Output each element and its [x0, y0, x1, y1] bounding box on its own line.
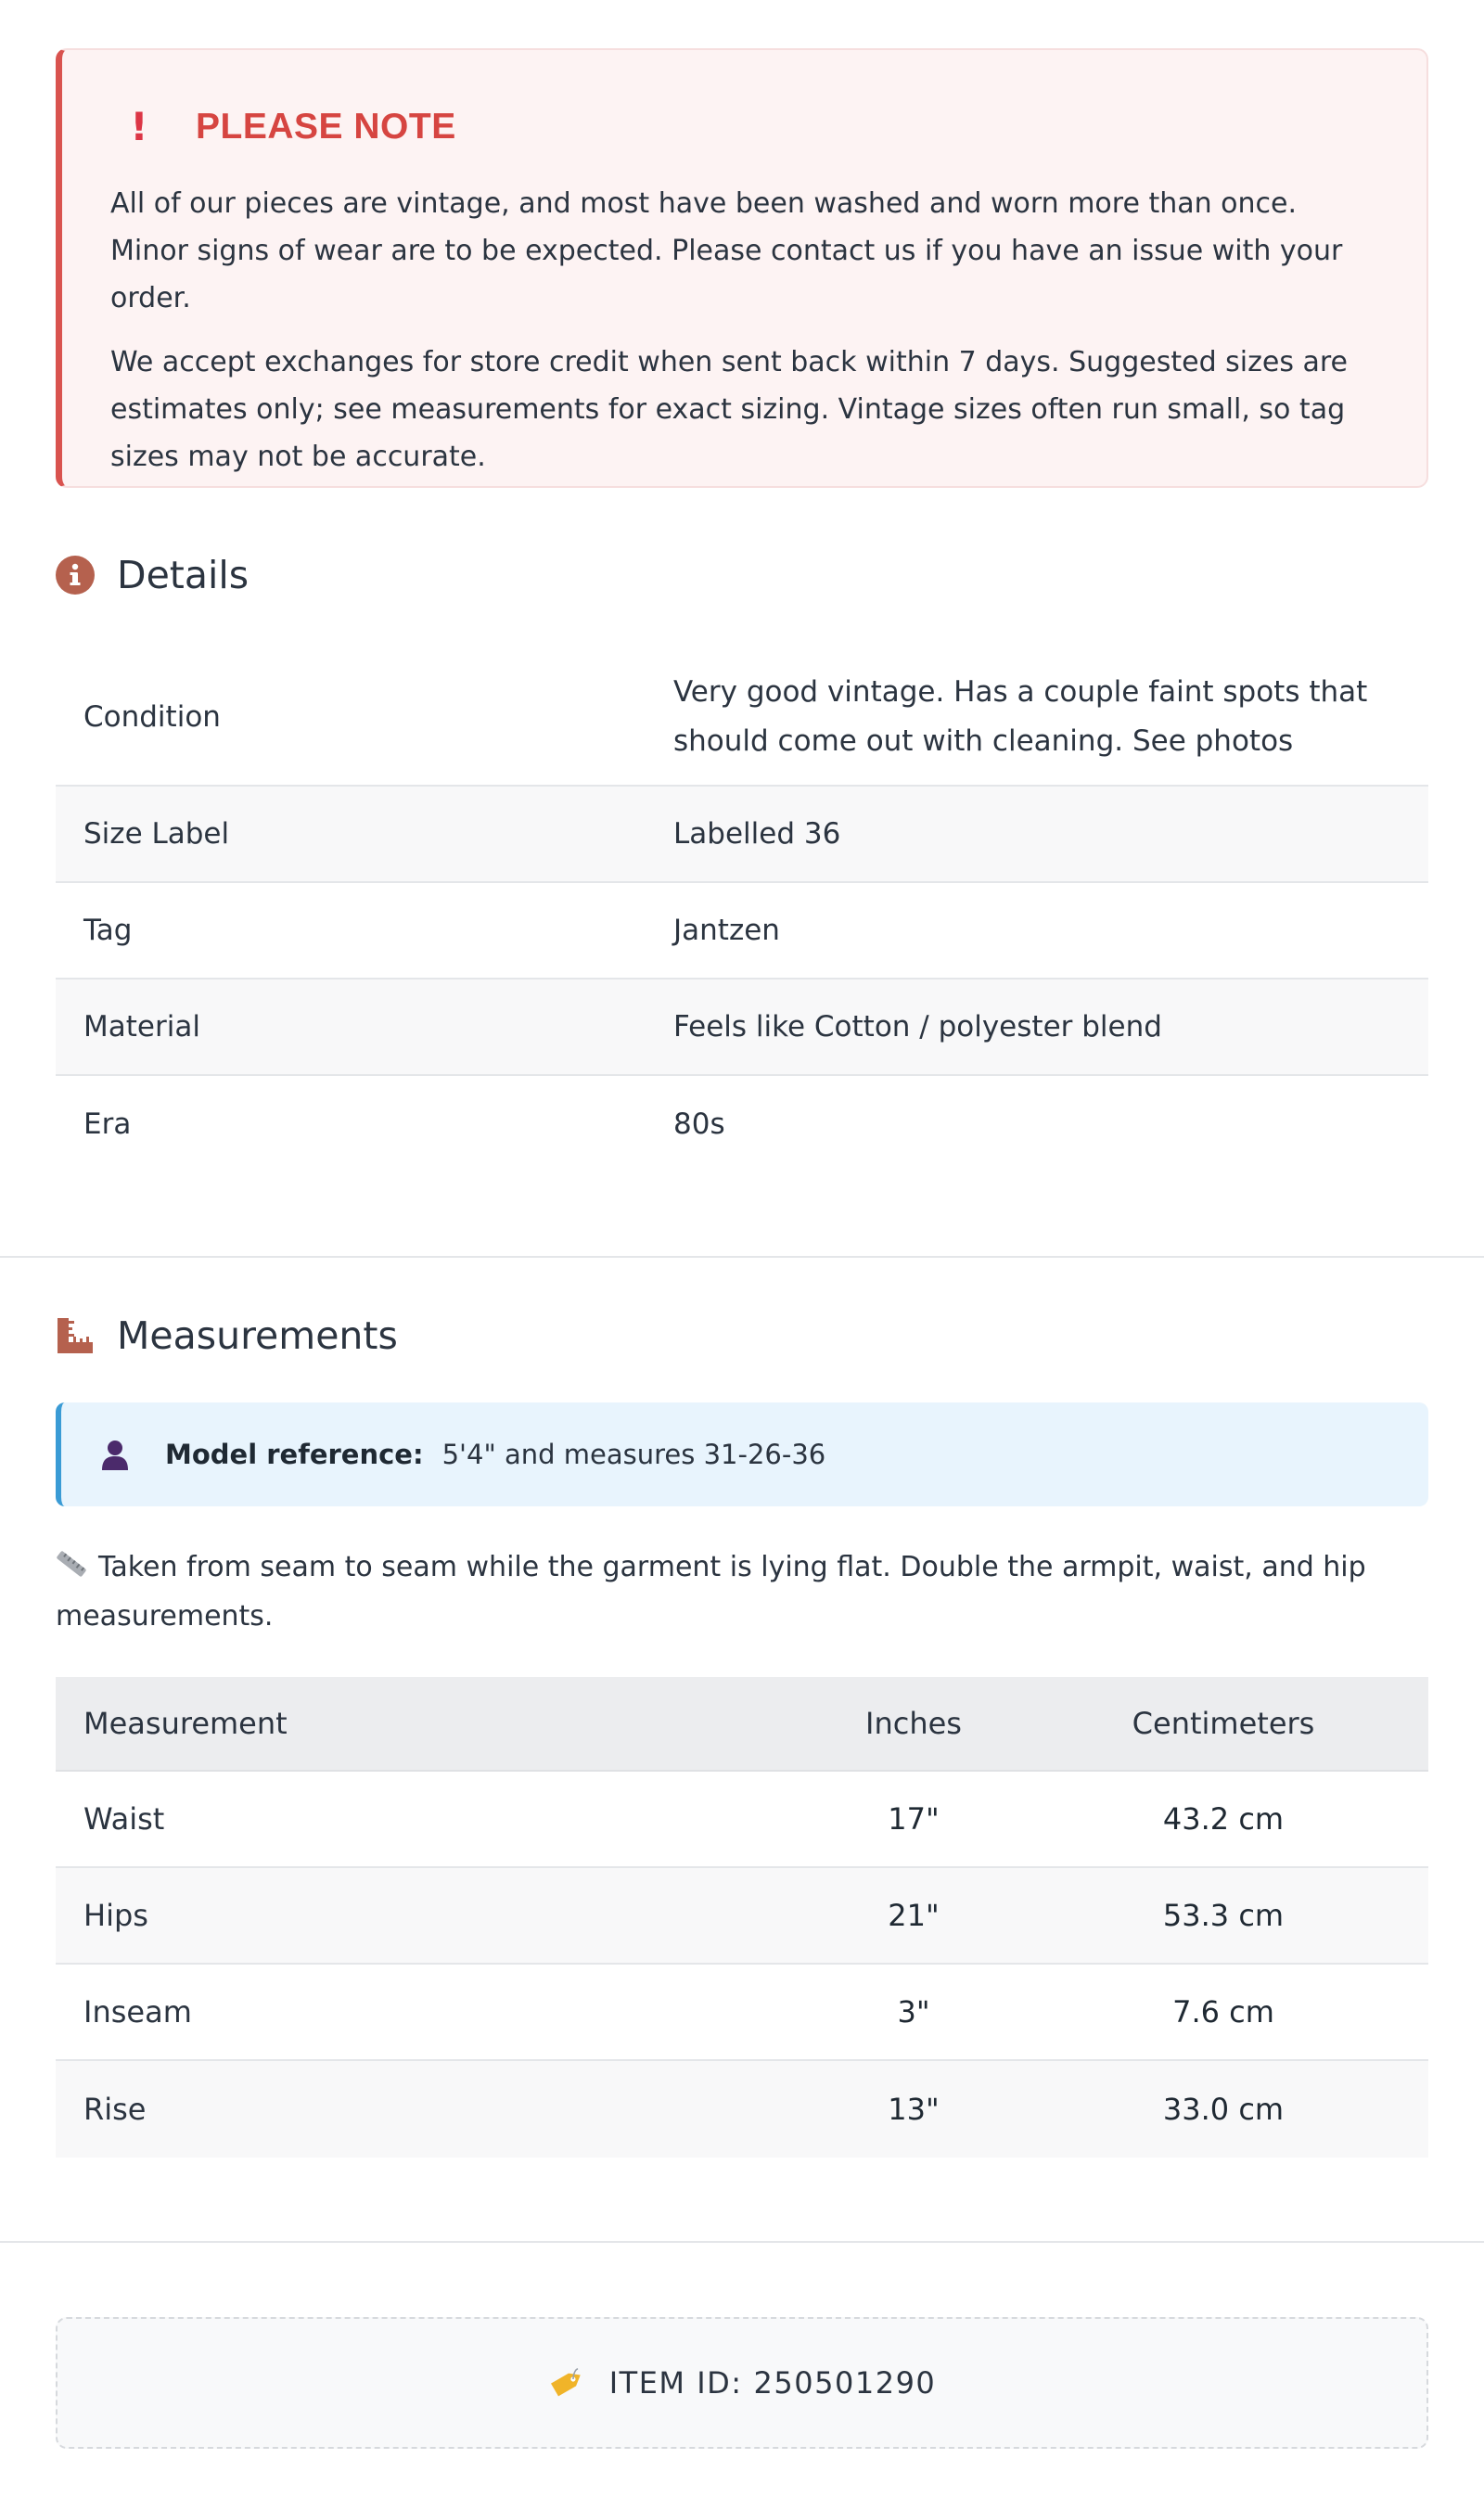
measurement-instructions	[56, 1543, 1428, 1640]
measurement-cm: 7.6 cm	[1172, 1994, 1274, 2030]
column-header-centimeters: Centimeters	[1132, 1706, 1315, 1741]
measurement-inches: 21"	[888, 1898, 940, 1933]
measurement-inches: 17"	[888, 1801, 940, 1837]
notice-paragraph-exchanges: We accept exchanges for store credit when sent back within 7 days. Suggested sizes are estimates only; see measurements for exact sizing. Vintage sizes often run small, so tag sizes may not be accurate.	[110, 346, 1349, 473]
measurement-inches: 13"	[888, 2092, 940, 2127]
measurement-name: Waist	[83, 1801, 165, 1837]
info-circle-icon	[56, 556, 95, 595]
ruler-emoji-icon	[56, 1545, 89, 1593]
table-row-inseam	[56, 1965, 1428, 2061]
item-id-value: 250501290	[753, 2365, 937, 2401]
measurement-cm: 33.0 cm	[1162, 2092, 1285, 2127]
details-title: Details	[117, 553, 249, 597]
measurement-name: Hips	[83, 1898, 148, 1933]
details-table	[56, 649, 1428, 1172]
measurement-cm: 53.3 cm	[1162, 1898, 1285, 1933]
table-header-row	[56, 1677, 1428, 1772]
details-heading	[56, 547, 249, 603]
model-reference-label: Model reference:	[165, 1439, 424, 1470]
item-id-label: ITEM ID:	[608, 2365, 743, 2401]
instructions-text: Taken from seam to seam while the garment is lying flat. Double the armpit, waist, and hip measurements.	[56, 1551, 1366, 1633]
details-row-condition	[56, 649, 1428, 787]
measurement-name: Inseam	[83, 1994, 192, 2030]
exclamation-icon: !	[130, 104, 148, 149]
measurements-table	[56, 1677, 1428, 2158]
details-row-material	[56, 980, 1428, 1076]
model-reference-box	[56, 1402, 1428, 1506]
measurement-inches: 3"	[897, 1994, 930, 2030]
details-row-era	[56, 1076, 1428, 1172]
details-value: Feels like Cotton / polyester blend	[673, 1009, 1162, 1044]
tag-icon	[548, 2368, 585, 2398]
section-divider	[0, 1256, 1484, 1258]
please-note-alert	[56, 48, 1428, 488]
notice-header	[110, 102, 1380, 152]
details-label: Condition	[83, 700, 221, 734]
person-icon	[98, 1439, 132, 1470]
table-row-waist	[56, 1772, 1428, 1868]
details-row-tag	[56, 883, 1428, 980]
column-header-measurement: Measurement	[83, 1706, 288, 1741]
details-label: Tag	[83, 914, 133, 947]
measurement-name: Rise	[83, 2092, 147, 2127]
details-value: Very good vintage. Has a couple faint spots that should come out with cleaning. See photos	[673, 675, 1368, 758]
table-row-rise	[56, 2061, 1428, 2158]
details-label: Material	[83, 1010, 200, 1044]
table-row-hips	[56, 1868, 1428, 1965]
details-row-size-label	[56, 787, 1428, 883]
ruler-icon	[56, 1316, 95, 1355]
measurements-title: Measurements	[117, 1313, 398, 1358]
notice-paragraph-wear: All of our pieces are vintage, and most have been washed and worn more than once. Minor signs of wear are to be expected. Please contact us if you have an issue with your order.	[110, 187, 1343, 314]
details-label: Size Label	[83, 817, 230, 851]
section-divider	[0, 2241, 1484, 2243]
measurement-cm: 43.2 cm	[1162, 1801, 1285, 1837]
item-id-box	[56, 2317, 1428, 2449]
details-value: Labelled 36	[673, 816, 841, 851]
model-reference-value: 5'4" and measures 31-26-36	[441, 1439, 826, 1470]
details-value: 80s	[673, 1107, 725, 1141]
notice-title: PLEASE NOTE	[196, 107, 456, 147]
details-value: Jantzen	[673, 913, 780, 947]
details-label: Era	[83, 1108, 132, 1141]
column-header-inches: Inches	[865, 1706, 962, 1741]
measurements-heading	[56, 1308, 398, 1364]
